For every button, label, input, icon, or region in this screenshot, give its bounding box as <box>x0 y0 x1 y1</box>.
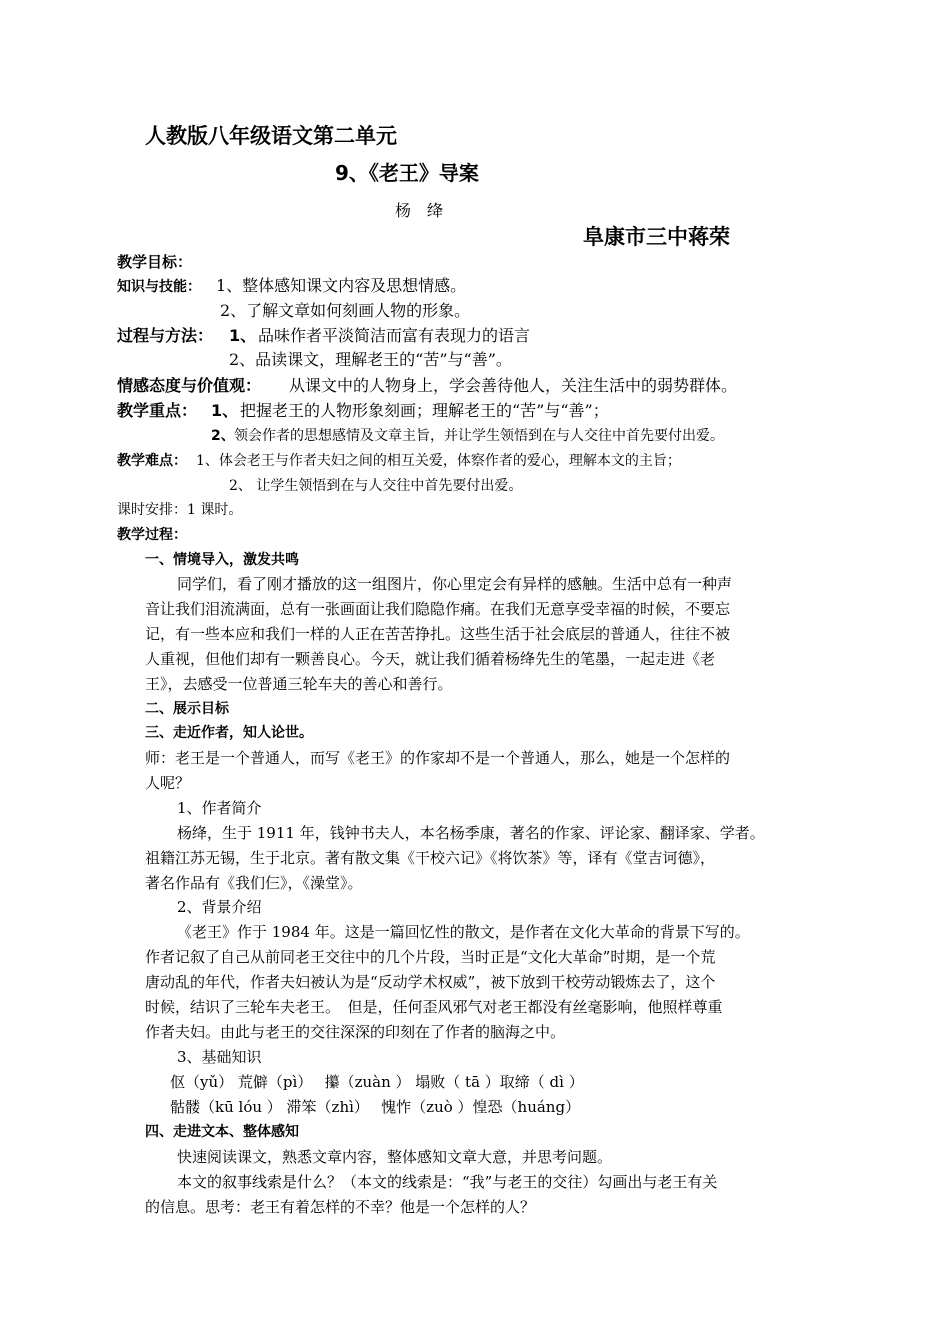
process-item-1: 品味作者平淡简洁而富有表现力的语言 <box>258 326 531 345</box>
section-3-intro: 师：老王是一个普通人，而写《老王》的作家却不是一个普通人，那么，她是一个怎样的 <box>145 749 731 767</box>
difficulty-1: 1、体会老王与作者夫妇之间的相互关爱，体察作者的爱心，理解本文的主旨； <box>196 453 681 469</box>
knowledge-item-2: 2、了解文章如何刻画人物的形象。 <box>220 301 471 320</box>
process-item-1-num: 1、 <box>229 326 257 345</box>
author-line: 杨 绛 <box>395 201 444 220</box>
background-line: 时候，结识了三轮车夫老王。 但是，任何歪风邪气对老王都没有丝毫影响，他照样尊重 <box>145 998 723 1016</box>
emotion-label: 情感态度与价值观： <box>117 376 262 395</box>
section-4-line: 的信息。思考：老王有着怎样的不幸？他是一个怎样的人？ <box>145 1198 536 1216</box>
knowledge-label: 知识与技能： <box>117 279 201 295</box>
schedule: 课时安排：1 课时。 <box>117 502 243 518</box>
emotion-text: 从课文中的人物身上，学会善待他人，关注生活中的弱势群体。 <box>289 376 738 395</box>
vocab-line: 伛（yǔ） 荒僻（pì） 攥（zuàn ） 塌败（ tā ）取缔（ dì ） <box>170 1073 584 1091</box>
section-1-title: 一、情境导入，激发共鸣 <box>145 552 299 568</box>
background-line: 作者记叙了自己从前同老王交往中的几个片段，当时正是“文化大革命”时期，是一个荒 <box>145 948 716 966</box>
section-3-intro: 人呢？ <box>145 774 191 792</box>
lesson-title: 9、《老王》导案 <box>335 161 479 185</box>
background-line: 作者夫妇。由此与老王的交往深深的印刻在了作者的脑海之中。 <box>145 1023 566 1041</box>
basics-heading: 3、基础知识 <box>177 1048 262 1066</box>
author-intro-line: 祖籍江苏无锡，生于北京。著有散文集《干校六记》《将饮茶》等，译有《堂吉诃德》， <box>145 849 716 867</box>
school-name: 阜康市三中蒋荣 <box>583 225 730 249</box>
background-line: 唐动乱的年代，作者夫妇被认为是“反动学术权威”，被下放到干校劳动锻炼去了，这个 <box>145 973 716 991</box>
section-1-line: 同学们，看了刚才播放的这一组图片，你心里定会有异样的感触。生活中总有一种声 <box>177 575 733 593</box>
key-points-label: 教学重点： <box>117 401 198 420</box>
section-1-line: 记，有一些本应和我们一样的人正在苦苦挣扎。这些生活于社会底层的普通人，往往不被 <box>145 625 731 643</box>
section-1-line: 人重视，但他们却有一颗善良心。今天，就让我们循着杨绛先生的笔墨，一起走进《老 <box>145 650 716 668</box>
key-point-1: 把握老王的人物形象刻画；理解老王的“苦”与“善”； <box>240 401 609 420</box>
section-3-title: 三、走近作者，知人论世。 <box>145 725 313 741</box>
background-heading: 2、背景介绍 <box>177 898 262 916</box>
section-4-line: 本文的叙事线索是什么？（本文的线索是：“我”与老王的交往）勾画出与老王有关 <box>177 1173 718 1191</box>
author-intro-line: 杨绛，生于 1911 年，钱钟书夫人，本名杨季康，著名的作家、评论家、翻译家、学者。 <box>177 824 765 842</box>
vocab-line: 骷髅（kū lóu ） 滞笨（zhì） 愧怍（zuò ）惶恐（huáng） <box>170 1098 581 1116</box>
section-4-title: 四、走进文本、整体感知 <box>145 1124 299 1140</box>
series-title: 人教版八年级语文第二单元 <box>145 124 397 148</box>
process-item-2: 2、品读课文，理解老王的“苦”与“善”。 <box>229 350 512 369</box>
section-4-line: 快速阅读课文，熟悉文章内容，整体感知文章大意，并思考问题。 <box>177 1148 613 1166</box>
section-2-title: 二、展示目标 <box>145 701 229 717</box>
section-1-line: 王》，去感受一位普通三轮车夫的善心和善行。 <box>145 675 453 693</box>
key-point-1-num: 1、 <box>211 401 239 420</box>
goals-heading: 教学目标： <box>117 253 193 271</box>
author-intro-heading: 1、作者简介 <box>177 799 262 817</box>
key-point-2: 领会作者的思想感情及文章主旨，并让学生领悟到在与人交往中首先要付出爱。 <box>234 428 724 444</box>
difficulty-2: 2、 让学生领悟到在与人交往中首先要付出爱。 <box>229 478 523 494</box>
key-point-2-num: 2、 <box>211 428 235 444</box>
process-heading: 教学过程： <box>117 527 187 543</box>
process-label: 过程与方法： <box>117 326 214 345</box>
author-intro-line: 著名作品有《我们仨》，《澡堂》。 <box>145 874 363 892</box>
background-line: 《老王》作于 1984 年。这是一篇回忆性的散文，是作者在文化大革命的背景下写的。 <box>177 923 750 941</box>
difficulty-label: 教学难点： <box>117 453 187 469</box>
knowledge-item-1: 1、整体感知课文内容及思想情感。 <box>216 276 467 295</box>
section-1-line: 音让我们泪流满面，总有一张画面让我们隐隐作痛。在我们无意享受幸福的时候，不要忘 <box>145 600 731 618</box>
